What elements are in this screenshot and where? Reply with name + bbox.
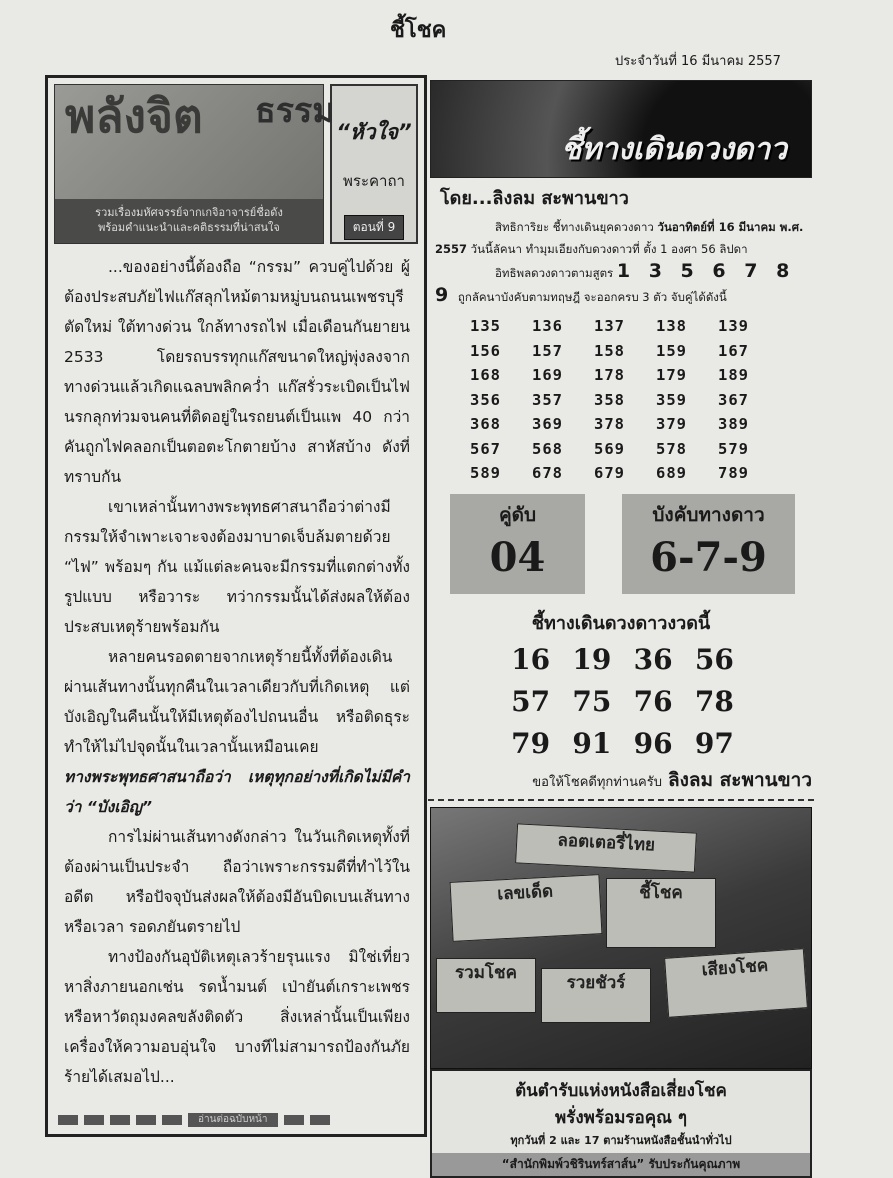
ad-schedule: ทุกวันที่ 2 และ 17 ตามร้านหนังสือชั้นนำทั่วไป bbox=[510, 1133, 732, 1147]
triple-number: 136 bbox=[532, 317, 563, 335]
intro-text: วันนี้ลัคนา ทำมุมเอียงกับดวงดาวที่ ตั้ง 1 องศา 56 ลิปดา bbox=[470, 242, 748, 256]
closing-text: ขอให้โชคดีทุกท่านครับ bbox=[532, 774, 662, 790]
triple-number: 789 bbox=[718, 464, 749, 482]
column-header bbox=[54, 84, 418, 244]
triple-number: 367 bbox=[718, 390, 749, 409]
closing-line bbox=[430, 767, 812, 796]
triple-number: 569 bbox=[594, 439, 625, 458]
triple-number: 369 bbox=[532, 415, 563, 433]
pairs-grid bbox=[500, 639, 745, 765]
triple-number: 379 bbox=[656, 415, 687, 433]
divider bbox=[428, 799, 814, 801]
article-paragraph: ทางป้องกันอุบัติเหตุเลวร้ายรุนแรง มิใช่เที่ยวหาสิ่งภายนอกเช่น รดน้ำมนต์ เป่ายันต์เกราะเพชร หรือหาวัตถุมงคลขลังติดตัว สิ่งเหล่านั้นเป็นเพียงเครื่องให้ความอบอุ่นใจ บางทีไม่สามารถป้องกันภัยร้ายได้เสมอไป... bbox=[64, 948, 410, 1086]
triple-number: 135 bbox=[470, 317, 501, 335]
pair-value: 04 bbox=[489, 533, 546, 581]
closing-name: ลิงลม สะพานขาว bbox=[667, 768, 812, 791]
article-paragraph: ...ของอย่างนี้ต้องถือ “กรรม” ควบคู่ไปด้วย ผู้ต้องประสบภัยไฟแก๊สลุกไหม้ตามหมู่บนถนนเพชรบุรีตัดใหม่ ใต้ทางด่วน ใกล้ทางรถไฟ เมื่อเดือนกันยายน 2533 โดยรถบรรทุกแก๊สขนาดใหญ่พุ่งลงจากทางด่วนแล้วเกิดแฉลบพลิกคว่ำ แก๊สรั่วระเบิดเป็นไฟนรกลุกท่วมจนคนที่ติดอยู่ในรถยนต์เป็นแพ 40 กว่าคันถูกไฟคลอกเป็นตอตะโกตายบ้าง สาหัสบ้าง ดังที่ทราบกัน bbox=[64, 258, 410, 486]
triple-number: 169 bbox=[532, 366, 563, 384]
formula-digits: 1 3 5 6 7 8 9 bbox=[435, 260, 796, 306]
article-paragraph: ทางพระพุทธศาสนาถือว่า เหตุทุกอย่างที่เกิดไม่มีคำว่า “บังเอิญ” bbox=[64, 768, 410, 816]
continued-bar bbox=[58, 1112, 414, 1128]
intro-date: วันอาทิตย์ที่ 16 มีนาคม พ.ศ. 2557 bbox=[435, 220, 804, 256]
column-tagline bbox=[55, 199, 323, 243]
triple-number: 359 bbox=[656, 390, 687, 409]
triple-number: 156 bbox=[470, 341, 501, 360]
triple-number: 579 bbox=[718, 439, 749, 458]
triple-number: 356 bbox=[470, 390, 501, 409]
intro-text: ถูกลัคนาบังคับตามทฤษฎี จะออกครบ 3 ตัว จับคู่ได้ดังนี้ bbox=[457, 290, 727, 304]
pair-number: 76 bbox=[633, 684, 673, 718]
forced-value: 6-7-9 bbox=[650, 533, 767, 581]
column-box bbox=[45, 75, 427, 1137]
forecast-intro bbox=[435, 216, 810, 308]
triple-number: 139 bbox=[718, 317, 749, 335]
pair-label: คู่ดับ bbox=[498, 503, 537, 526]
triples-grid bbox=[470, 314, 780, 486]
forecast-banner-title: ชี้ทางเดินดวงดาว bbox=[561, 132, 788, 167]
triple-number: 157 bbox=[532, 341, 563, 360]
triple-number: 168 bbox=[470, 366, 501, 384]
magazine-cover: เลขเด็ด bbox=[450, 874, 603, 942]
pair-number: 16 bbox=[511, 642, 551, 676]
pairs-title: ชี้ทางเดินดวงดาวงวดนี้ bbox=[531, 612, 711, 634]
pair-number: 57 bbox=[511, 684, 551, 718]
pair-number: 56 bbox=[694, 642, 734, 676]
magazine-cover: ชี้โชค bbox=[606, 878, 716, 948]
forecast-column bbox=[430, 80, 812, 1178]
column-logo: พลังจิต bbox=[65, 89, 203, 143]
triple-number: 189 bbox=[718, 366, 749, 384]
tagline-line: พร้อมคำแนะนำและคติธรรมที่น่าสนใจ bbox=[98, 221, 280, 235]
article-paragraph: หลายคนรอดตายจากเหตุร้ายนี้ทั้งที่ต้องเดินผ่านเส้นทางนั้นทุกคืนในเวลาเดียวกับที่เกิดเหตุ แต่บังเอิญในคืนนั้นให้มีเหตุต้องไปถนนอื่น หรือติดธุระทำให้ไม่ไปจุดนั้นในเวลานั้นเหมือนเคย bbox=[64, 648, 410, 756]
forced-box bbox=[622, 494, 795, 594]
article-paragraph: การไม่ผ่านเส้นทางดังกล่าว ในวันเกิดเหตุทั้งที่ต้องผ่านเป็นประจำ ถือว่าเพราะกรรมดีที่ทำไว้ในอดีต หรือปัจจุบันส่งผลให้ต้องมีอันบิดเบนเส้นทางหรือเวลา รอดภยันตรายไป bbox=[64, 828, 410, 936]
triple-number: 138 bbox=[656, 317, 687, 335]
magazine-cover: ลอตเตอรี่ไทย bbox=[515, 823, 697, 872]
result-boxes bbox=[430, 494, 812, 594]
magazine-cover: เสียงโชค bbox=[664, 948, 808, 1018]
triple-number: 578 bbox=[656, 439, 687, 458]
pair-number: 91 bbox=[572, 726, 612, 760]
column-title: “หัวใจ” bbox=[336, 120, 412, 144]
continued-label: อ่านต่อฉบับหน้า bbox=[188, 1113, 278, 1127]
triple-number: 679 bbox=[594, 464, 625, 482]
pair-number: 78 bbox=[694, 684, 734, 718]
ad-subheadline: พรั่งพร้อมรอคุณ ๆ bbox=[555, 1107, 687, 1128]
pair-number: 75 bbox=[572, 684, 612, 718]
triple-number: 137 bbox=[594, 317, 625, 335]
column-header-image bbox=[54, 84, 335, 244]
triple-number: 378 bbox=[594, 415, 625, 433]
triple-number: 167 bbox=[718, 341, 749, 360]
pair-number: 96 bbox=[633, 726, 673, 760]
episode-badge: ตอนที่ 9 bbox=[344, 215, 405, 240]
triple-number: 689 bbox=[656, 464, 687, 482]
article-paragraph: เขาเหล่านั้นทางพระพุทธศาสนาถือว่าต่างมีกรรมให้จำเพาะเจาะจงต้องมาบาดเจ็บล้มตายด้วย “ไฟ” พร้อมๆ กัน แม้แต่ละคนจะมีกรรมที่แตกต่างทั้งรูปแบบ หรือวาระ ทว่ากรรมนั้นได้ส่งผลให้ต้องประสบเหตุร้ายพร้อมกัน bbox=[64, 498, 410, 636]
triple-number: 368 bbox=[470, 415, 501, 433]
column-title-box bbox=[330, 84, 418, 244]
pair-number: 97 bbox=[694, 726, 734, 760]
pair-number: 19 bbox=[572, 642, 612, 676]
triple-number: 158 bbox=[594, 341, 625, 360]
ad-text bbox=[430, 1069, 812, 1178]
magazine-cover: รวมโชค bbox=[436, 958, 536, 1013]
ad-publisher: “สำนักพิมพ์วชิรินทร์สาส์น” รับประกันคุณภาพ bbox=[432, 1153, 810, 1176]
column-subtitle: พระคาถา bbox=[343, 172, 405, 190]
byline: โดย...ลิงลม สะพานขาว bbox=[440, 188, 629, 209]
ad-headline: ต้นตำรับแห่งหนังสือเสี่ยงโชค bbox=[515, 1080, 727, 1101]
intro-text: อิทธิพลดวงดาวตามสูตร bbox=[495, 266, 614, 280]
triple-number: 357 bbox=[532, 390, 563, 409]
triple-number: 159 bbox=[656, 341, 687, 360]
triple-number: 389 bbox=[718, 415, 749, 433]
forced-label: บังคับทางดาว bbox=[652, 503, 765, 526]
issue-date: ประจำวันที่ 16 มีนาคม 2557 bbox=[615, 54, 781, 69]
intro-text: สิทธิการิยะ ชี้ทางเดินยุคดวงดาว bbox=[495, 220, 654, 234]
triple-number: 568 bbox=[532, 439, 563, 458]
forecast-banner bbox=[430, 80, 812, 178]
triple-number: 179 bbox=[656, 366, 687, 384]
ad-magazines-photo bbox=[430, 807, 812, 1069]
column-logo-2: ธรรม bbox=[255, 91, 335, 131]
article-body bbox=[54, 244, 418, 1102]
triple-number: 678 bbox=[532, 464, 563, 482]
triple-number: 567 bbox=[470, 439, 501, 458]
triple-number: 358 bbox=[594, 390, 625, 409]
masthead-logo: ชี้โชค bbox=[390, 17, 447, 43]
tagline-line: รวมเรื่องมหัศจรรย์จากเกจิอาจารย์ชื่อดัง bbox=[95, 206, 283, 219]
pair-number: 36 bbox=[633, 642, 673, 676]
triple-number: 178 bbox=[594, 366, 625, 384]
triple-number: 589 bbox=[470, 464, 501, 482]
magazine-cover: รวยชัวร์ bbox=[541, 968, 651, 1023]
pair-box bbox=[450, 494, 585, 594]
pair-number: 79 bbox=[511, 726, 551, 760]
